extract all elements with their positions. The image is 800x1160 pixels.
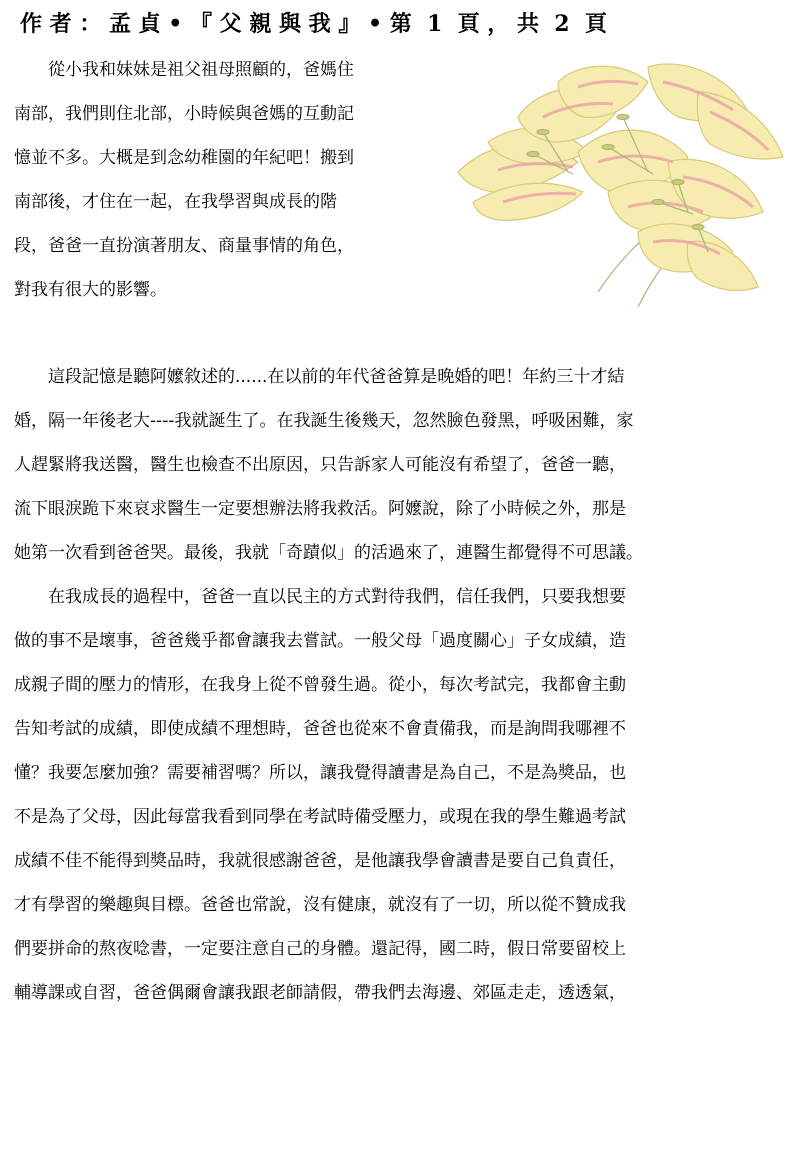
text-line: 從小我和妹妹是祖父祖母照顧的，爸媽住	[14, 60, 354, 80]
text-line: 做的事不是壞事，爸爸幾乎都會讓我去嘗試。一般父母「過度關心」子女成績，造	[14, 631, 626, 651]
text-line: 告知考試的成績，即使成績不理想時，爸爸也從來不會責備我，而是詢問我哪裡不	[14, 719, 626, 739]
text-line: 輔導課或自習，爸爸偶爾會讓我跟老師請假，帶我們去海邊、郊區走走，透透氣，	[14, 983, 626, 1003]
text-line: 成績不佳不能得到獎品時，我就很感謝爸爸，是他讓我學會讀書是要自己負責任，	[14, 851, 626, 871]
page-header: 作 者 ： 孟 貞 • 『 父 親 與 我 』 • 第 1 頁 ， 共 2 頁	[20, 11, 607, 37]
intro-paragraph	[14, 48, 444, 312]
text-line: 對我有很大的影響。	[14, 280, 167, 300]
text-line: 南部後，才住在一起，在我學習與成長的階	[14, 192, 337, 212]
text-line: 段，爸爸一直扮演著朋友、商量事情的角色，	[14, 236, 354, 256]
text-line: 流下眼淚跪下來哀求醫生一定要想辦法將我救活。阿嬤說，除了小時候之外，那是	[14, 499, 626, 519]
text-line: 婚，隔一年後老大----我就誕生了。在我誕生後幾天，忽然臉色發黑，呼吸困難，家	[14, 411, 634, 431]
lily-flower-icon	[448, 62, 793, 327]
text-line: 懂？我要怎麼加強？需要補習嗎？所以，讓我覺得讀書是為自己，不是為獎品，也	[14, 763, 626, 783]
text-line: 在我成長的過程中，爸爸一直以民主的方式對待我們，信任我們，只要我想要	[14, 587, 626, 607]
text-line: 南部，我們則住北部，小時候與爸媽的互動記	[14, 104, 354, 124]
text-line: 才有學習的樂趣與目標。爸爸也常說，沒有健康，就沒有了一切，所以從不贊成我	[14, 895, 626, 915]
text-line: 成親子間的壓力的情形，在我身上從不曾發生過。從小，每次考試完，我都會主動	[14, 675, 626, 695]
text-line: 不是為了父母，因此每當我看到同學在考試時備受壓力，或現在我的學生難過考試	[14, 807, 626, 827]
text-line: 憶並不多。大概是到念幼稚園的年紀吧！搬到	[14, 148, 354, 168]
text-line: 這段記憶是聽阿嬤敘述的......在以前的年代爸爸算是晚婚的吧！年約三十才結	[14, 367, 625, 387]
text-line: 她第一次看到爸爸哭。最後，我就「奇蹟似」的活過來了，連醫生都覺得不可思議。	[14, 543, 643, 563]
text-line: 們要拼命的熬夜唸書，一定要注意自己的身體。還記得，國二時，假日常要留校上	[14, 939, 626, 959]
main-text	[14, 355, 790, 1015]
text-line: 人趕緊將我送醫，醫生也檢查不出原因，只告訴家人可能沒有希望了，爸爸一聽，	[14, 455, 626, 475]
